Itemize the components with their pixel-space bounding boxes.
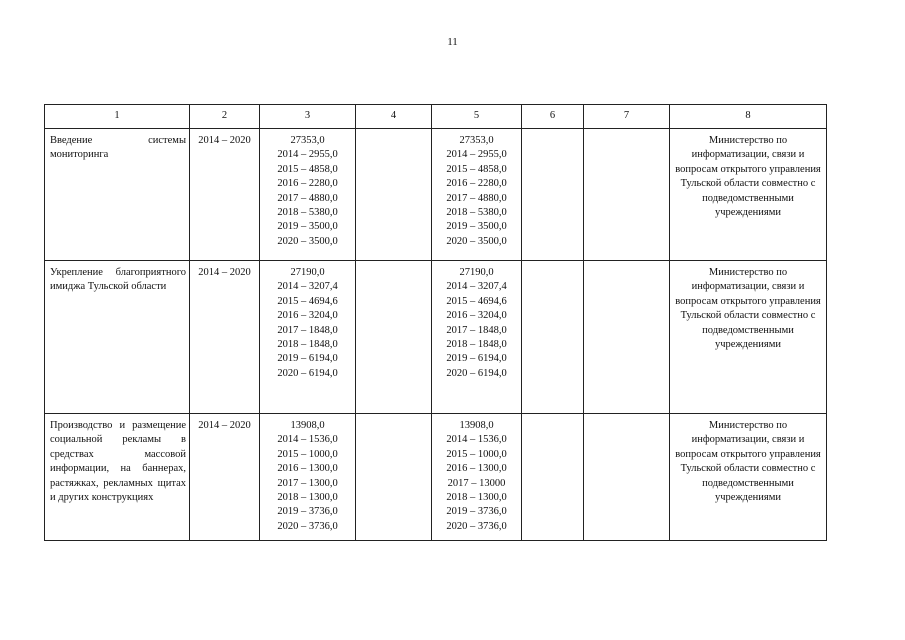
funding-value: 2017 – 1848,0 — [277, 324, 338, 336]
funding-value: 2018 – 1300,0 — [277, 492, 338, 504]
funding-value: 2014 – 1536,0 — [277, 434, 338, 446]
funding-value: 2018 – 1300,0 — [446, 492, 507, 504]
funding-value: 2017 – 4880,0 — [277, 192, 338, 204]
responsible-cell: Министерство по информатизации, связи и вопросам открытого управления Тульской области совместно с подведомственными учреждениями — [670, 414, 827, 541]
table-row — [45, 261, 827, 414]
funding-value: 2018 – 1848,0 — [446, 339, 507, 351]
period-cell: 2014 – 2020 — [190, 129, 260, 261]
period-cell: 2014 – 2020 — [190, 261, 260, 414]
column-header: 5 — [432, 105, 522, 129]
header-row — [45, 105, 827, 129]
table-row — [45, 129, 827, 261]
empty-cell — [356, 129, 432, 261]
column-header: 1 — [45, 105, 190, 129]
funding-value: 2020 – 6194,0 — [277, 367, 338, 379]
empty-cell — [356, 261, 432, 414]
empty-cell — [522, 261, 584, 414]
funding-value: 2020 – 3500,0 — [277, 235, 338, 247]
funding-total-cell — [260, 261, 356, 414]
funding-value: 2015 – 4694,6 — [446, 295, 507, 307]
funding-value: 2020 – 6194,0 — [446, 367, 507, 379]
funding-value: 2016 – 3204,0 — [277, 310, 338, 322]
funding-value: 27353,0 — [459, 135, 494, 146]
funding-value: 2015 – 1000,0 — [277, 448, 338, 460]
funding-value: 2015 – 1000,0 — [446, 448, 507, 460]
funding-value: 2014 – 3207,4 — [446, 281, 507, 293]
funding-value: 27353,0 — [290, 135, 325, 146]
funding-value: 2019 – 3736,0 — [277, 506, 338, 518]
funding-value: 27190,0 — [459, 267, 494, 278]
funding-source-cell — [432, 414, 522, 541]
funding-value: 2017 – 1848,0 — [446, 324, 507, 336]
funding-value: 2016 – 2280,0 — [446, 178, 507, 190]
funding-value: 2015 – 4858,0 — [446, 163, 507, 175]
column-header: 4 — [356, 105, 432, 129]
funding-value: 2019 – 6194,0 — [277, 353, 338, 365]
funding-source-cell — [432, 261, 522, 414]
funding-value: 13908,0 — [290, 420, 325, 431]
table-row — [45, 414, 827, 541]
column-header: 6 — [522, 105, 584, 129]
column-header: 3 — [260, 105, 356, 129]
column-header: 7 — [584, 105, 670, 129]
funding-value: 2016 – 1300,0 — [277, 463, 338, 475]
funding-total-cell — [260, 414, 356, 541]
funding-value: 2019 – 6194,0 — [446, 353, 507, 365]
empty-cell — [522, 129, 584, 261]
funding-value: 2016 – 3204,0 — [446, 310, 507, 322]
funding-value: 2016 – 1300,0 — [446, 463, 507, 475]
funding-value: 2017 – 13000 — [447, 477, 506, 489]
funding-value: 2014 – 2955,0 — [446, 149, 507, 161]
funding-value: 2018 – 1848,0 — [277, 339, 338, 351]
responsible-cell: Министерство по информатизации, связи и вопросам открытого управления Тульской области совместно с подведомственными учреждениями — [670, 129, 827, 261]
empty-cell — [356, 414, 432, 541]
funding-value: 2015 – 4694,6 — [277, 295, 338, 307]
program-table — [44, 104, 827, 541]
empty-cell — [584, 129, 670, 261]
funding-value: 2020 – 3500,0 — [446, 235, 507, 247]
funding-value: 2014 – 1536,0 — [446, 434, 507, 446]
funding-value: 2017 – 4880,0 — [446, 192, 507, 204]
responsible-cell: Министерство по информатизации, связи и вопросам открытого управления Тульской области совместно с подведомственными учреждениями — [670, 261, 827, 414]
funding-value: 2019 – 3500,0 — [277, 221, 338, 233]
funding-value: 2014 – 2955,0 — [277, 149, 338, 161]
activity-description: Введение системы мониторинга — [45, 129, 190, 261]
funding-value: 2015 – 4858,0 — [277, 163, 338, 175]
funding-source-cell — [432, 129, 522, 261]
column-header: 2 — [190, 105, 260, 129]
funding-value: 13908,0 — [459, 420, 494, 431]
period-cell: 2014 – 2020 — [190, 414, 260, 541]
activity-description: Производство и размещение социальной рекламы в средствах массовой информации, на баннерах, растяжках, рекламных щитах и других конструкциях — [45, 414, 190, 541]
funding-value: 2020 – 3736,0 — [277, 520, 338, 532]
funding-value: 2016 – 2280,0 — [277, 178, 338, 190]
empty-cell — [584, 261, 670, 414]
funding-value: 2018 – 5380,0 — [277, 207, 338, 219]
funding-value: 27190,0 — [290, 267, 325, 278]
empty-cell — [584, 414, 670, 541]
funding-value: 2018 – 5380,0 — [446, 207, 507, 219]
funding-value: 2019 – 3500,0 — [446, 221, 507, 233]
funding-value: 2019 – 3736,0 — [446, 506, 507, 518]
funding-value: 2020 – 3736,0 — [446, 520, 507, 532]
empty-cell — [522, 414, 584, 541]
funding-value: 2014 – 3207,4 — [277, 281, 338, 293]
page-number: 11 — [447, 36, 458, 48]
funding-total-cell — [260, 129, 356, 261]
activity-description: Укрепление благоприятного имиджа Тульской области — [45, 261, 190, 414]
funding-value: 2017 – 1300,0 — [277, 477, 338, 489]
column-header: 8 — [670, 105, 827, 129]
